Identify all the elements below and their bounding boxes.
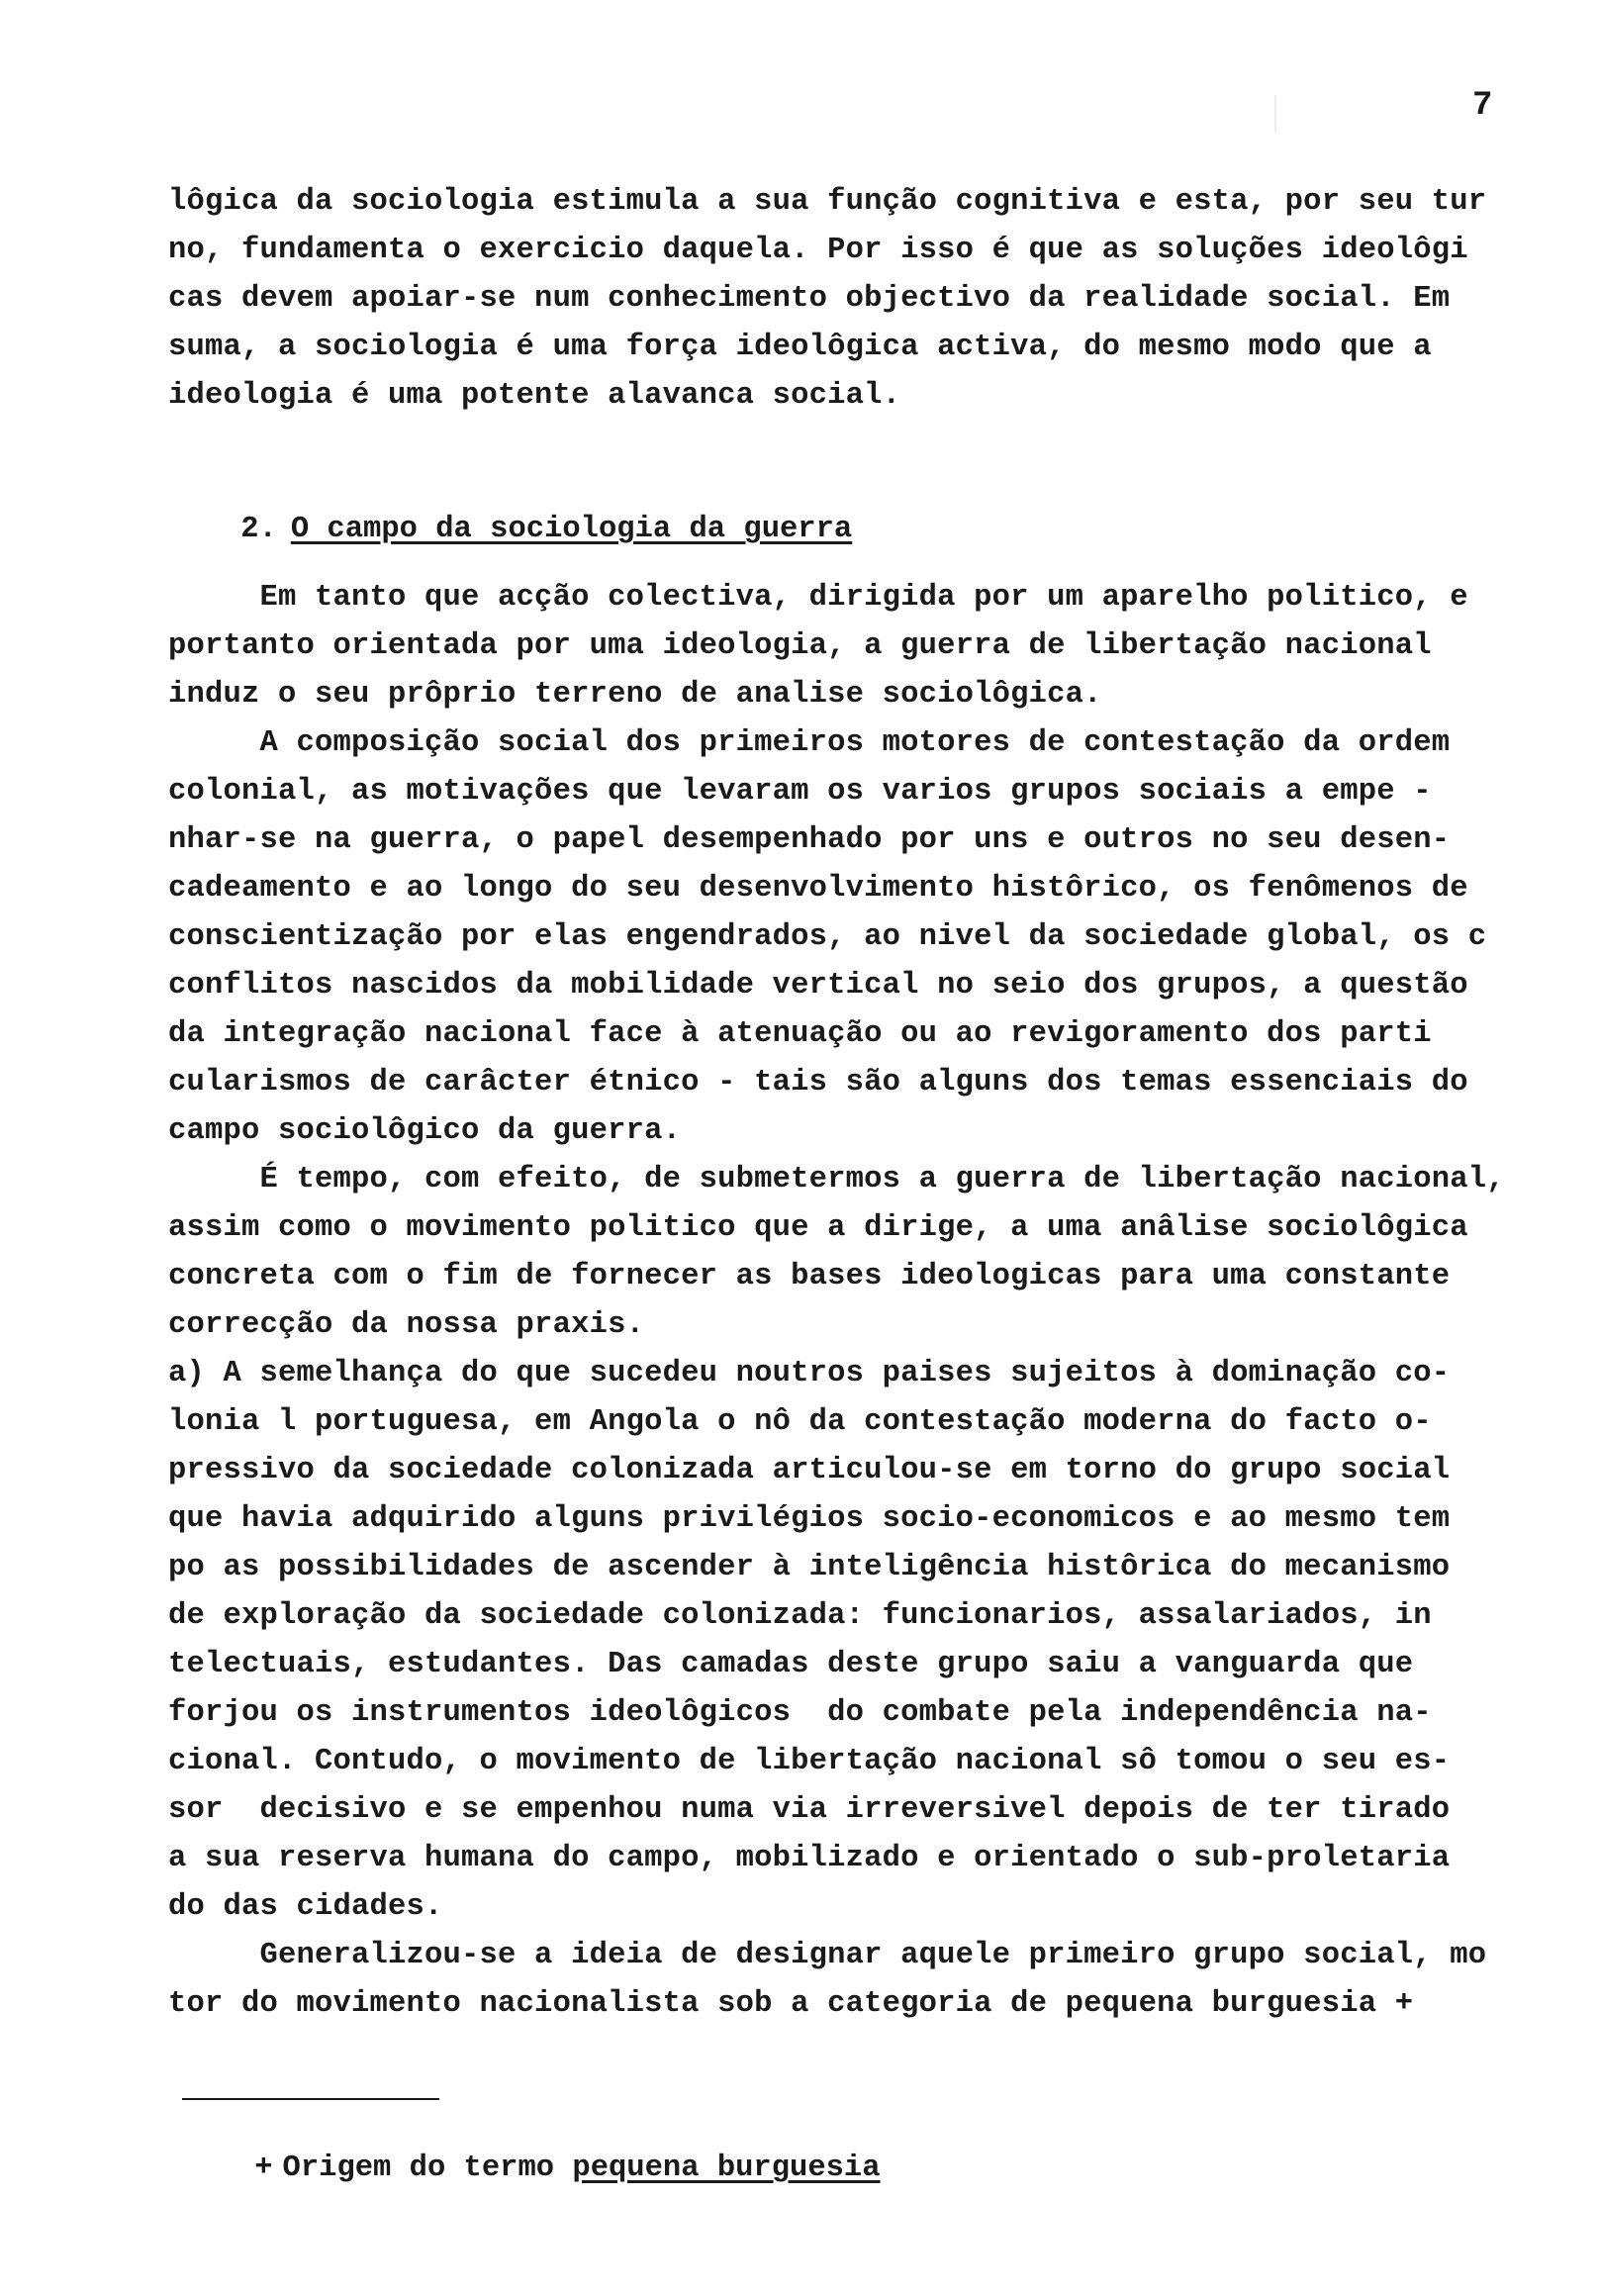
text-line: cadeamento e ao longo do seu desenvolvimento histôrico, os fenômenos de [168,872,1468,906]
text-line: nhar-se na guerra, o papel desempenhado por uns e outros no seu desen- [168,823,1451,857]
text-line: colonial, as motivações que levaram os varios grupos sociais a empe - [168,775,1432,809]
text-line: Em tanto que acção colectiva, dirigida por um aparelho politico, e [168,581,1468,615]
footnote-divider [182,2098,439,2100]
text-line: assim como o movimento politico que a dirige, a uma anâlise sociolôgica [168,1211,1468,1245]
section-number: 2. [240,513,277,546]
body-text [168,574,1544,2029]
text-line: forjou os instrumentos ideolôgicos do combate pela independência na- [168,1696,1432,1730]
text-line: É tempo, com efeito, de submetermos a guerra de libertação nacional, [168,1163,1505,1196]
text-line: correcção da nossa praxis. [168,1308,645,1342]
footnote-marker: + [254,2152,273,2185]
text-line: induz o seu prôprio terreno de analise sociolôgica. [168,678,1102,712]
text-line: da integração nacional face à atenuação ou ao revigoramento dos parti [168,1017,1432,1051]
text-line: cional. Contudo, o movimento de libertação nacional sô tomou o seu es- [168,1745,1451,1778]
text-line: portanto orientada por uma ideologia, a guerra de libertação nacional [168,629,1432,663]
text-line: lonia l portuguesa, em Angola o nô da contestação moderna do facto o- [168,1405,1432,1439]
text-line: conflitos nascidos da mobilidade vertical no seio dos grupos, a questão [168,969,1468,1003]
text-line: a sua reserva humana do campo, mobilizado e orientado o sub-proletaria [168,1842,1451,1875]
text-line: cas devem apoiar-se num conhecimento objectivo da realidade social. Em [168,282,1451,316]
text-line: pressivo da sociedade colonizada articulou-se em torno do grupo social [168,1454,1451,1487]
text-line: Generalizou-se a ideia de designar aquele primeiro grupo social, mo [168,1939,1487,1972]
page-number: 7 [1472,87,1493,125]
text-line: tor do movimento nacionalista sob a categoria de pequena burguesia + [168,1987,1414,2021]
text-line: sor decisivo e se empenhou numa via irreversivel depois de ter tirado [168,1793,1451,1827]
text-line: de exploração da sociedade colonizada: funcionarios, assalariados, in [168,1599,1432,1633]
text-line: do das cidades. [168,1890,443,1924]
text-line: lôgica da sociologia estimula a sua função cognitiva e esta, por seu tur [168,185,1487,219]
text-line: campo sociolôgico da guerra. [168,1114,682,1148]
footnote [182,2118,881,2219]
text-line: po as possibilidades de ascender à inteligência histôrica do mecanismo [168,1551,1451,1584]
text-line: suma, a sociologia é uma força ideolôgica activa, do mesmo modo que a [168,331,1432,364]
text-line: no, fundamenta o exercicio daquela. Por isso é que as soluções ideolôgi [168,234,1468,267]
margin-mark [1274,95,1276,133]
text-line: cularismos de carâcter étnico - tais são alguns dos temas essenciais do [168,1066,1468,1100]
text-line: telectuais, estudantes. Das camadas deste grupo saiu a vanguarda que [168,1648,1414,1681]
footnote-emphasis: pequena burguesia [572,2152,881,2185]
text-line: A composição social dos primeiros motores de contestação da ordem [168,726,1451,760]
intro-paragraph [168,178,1544,421]
text-line: a) A semelhança do que sucedeu noutros paises sujeitos à dominação co- [168,1357,1451,1390]
section-heading [168,479,852,580]
text-line: concreta com o fim de fornecer as bases ideologicas para uma constante [168,1260,1451,1293]
text-line: que havia adquirido alguns privilégios socio-economicos e ao mesmo tem [168,1502,1451,1536]
text-line: conscientização por elas engendrados, ao nivel da sociedade global, os c [168,920,1487,954]
footnote-text: Origem do termo [282,2152,555,2185]
text-line: ideologia é uma potente alavanca social. [168,379,901,413]
section-title: O campo da sociologia da guerra [290,513,853,546]
